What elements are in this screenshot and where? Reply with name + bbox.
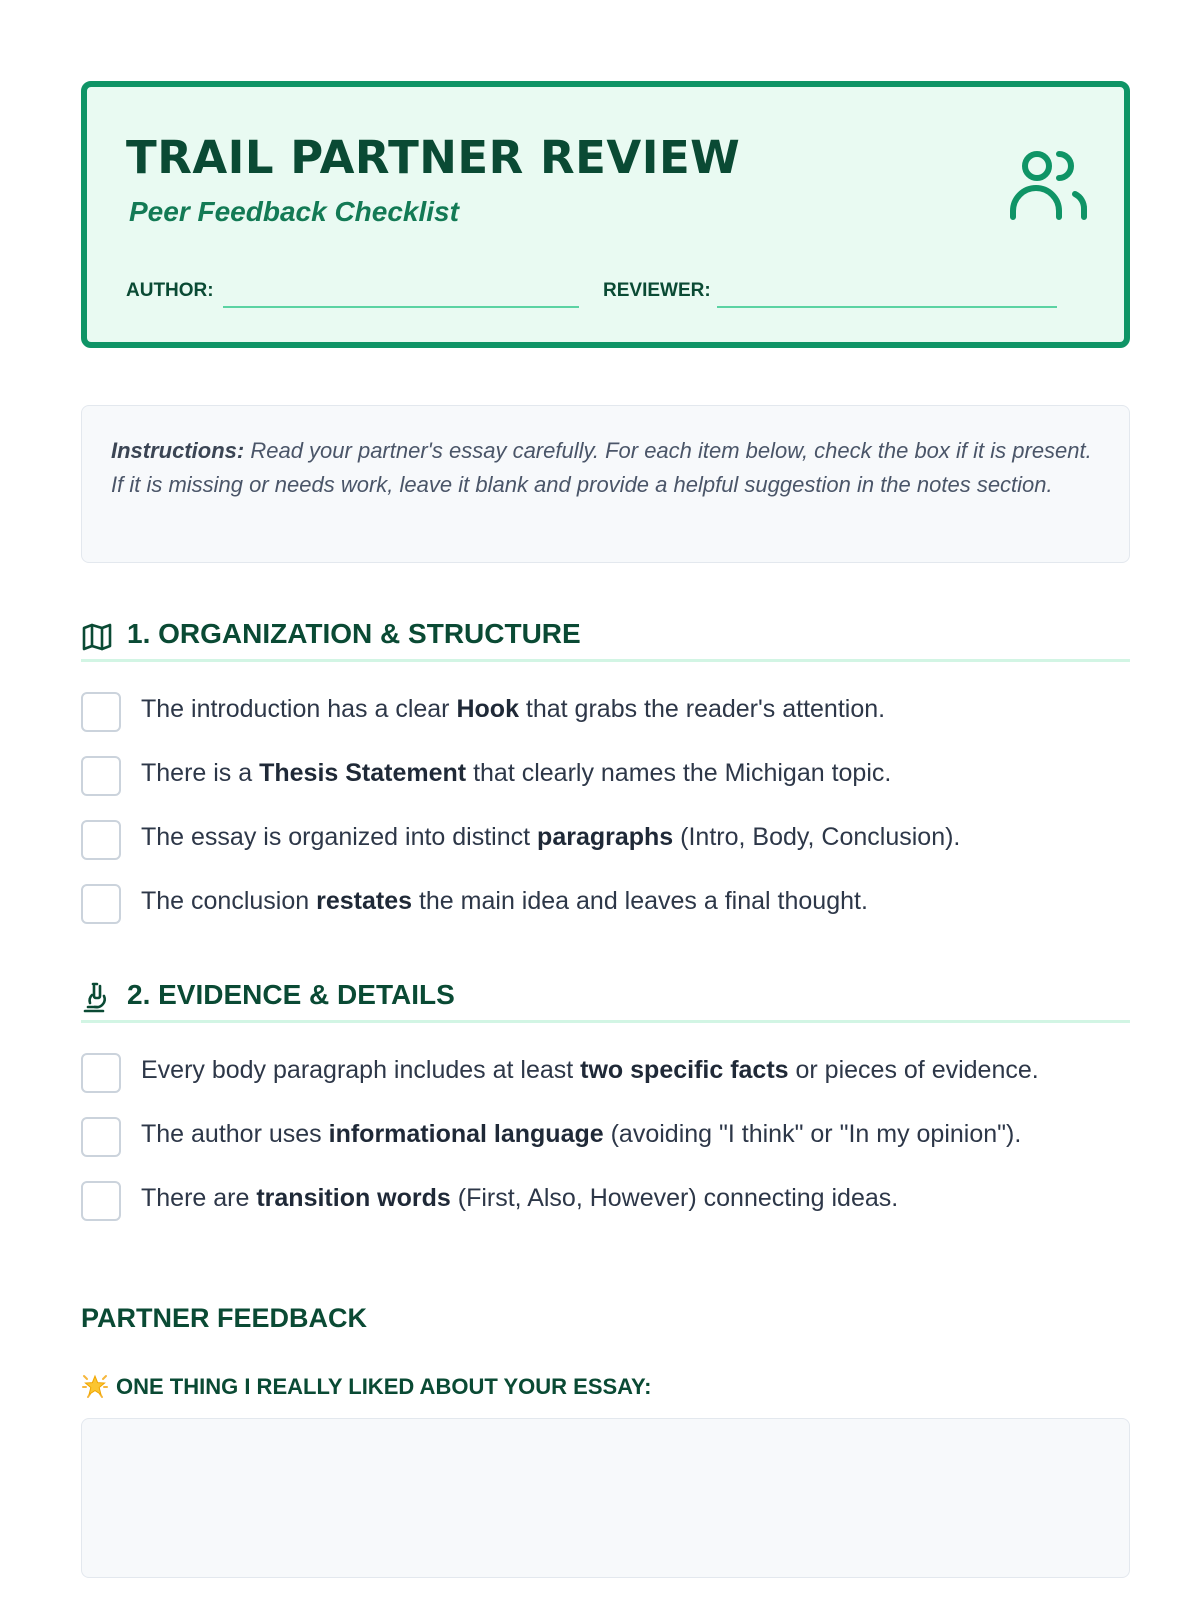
section-header-organization: [81, 612, 1130, 662]
star-icon: [81, 1372, 109, 1400]
checklist-item: [81, 1051, 1130, 1095]
checkbox[interactable]: [81, 692, 121, 732]
page-title: TRAIL PARTNER REVIEW: [126, 131, 741, 184]
instructions-text: Read your partner's essay carefully. For each item below, check the box if it is present. If it is missing or needs work, leave it blank and provide a helpful suggestion in the notes section.: [111, 438, 1092, 497]
header-card: [81, 81, 1130, 348]
author-label: AUTHOR:: [126, 280, 214, 301]
checklist-item: [81, 818, 1130, 862]
checklist-item-text: The essay is organized into distinct paragraphs (Intro, Body, Conclusion).: [141, 823, 961, 851]
users-icon: [1009, 149, 1089, 225]
section-title: 2. EVIDENCE & DETAILS: [127, 979, 455, 1010]
instructions-lead: Instructions:: [111, 438, 245, 463]
checkbox[interactable]: [81, 756, 121, 796]
checklist-item: [81, 690, 1130, 734]
liked-feedback-input[interactable]: [81, 1418, 1130, 1578]
author-field[interactable]: [223, 306, 579, 308]
checkbox[interactable]: [81, 1181, 121, 1221]
section-divider: [81, 1020, 1130, 1023]
section-divider: [81, 659, 1130, 662]
checklist-item: [81, 1115, 1130, 1159]
checkbox[interactable]: [81, 884, 121, 924]
reviewer-label: REVIEWER:: [603, 280, 711, 301]
liked-label-text: ONE THING I REALLY LIKED ABOUT YOUR ESSAY:: [116, 1374, 652, 1399]
feedback-title: PARTNER FEEDBACK: [81, 1303, 368, 1333]
checkbox[interactable]: [81, 1053, 121, 1093]
checklist-item-text: There are transition words (First, Also, However) connecting ideas.: [141, 1184, 899, 1212]
microscope-icon: [81, 982, 113, 1014]
checklist-item-text: There is a Thesis Statement that clearly names the Michigan topic.: [141, 759, 892, 787]
checklist-item: [81, 754, 1130, 798]
checklist-item-text: Every body paragraph includes at least two specific facts or pieces of evidence.: [141, 1056, 1039, 1084]
checklist-item-text: The conclusion restates the main idea and leaves a final thought.: [141, 887, 868, 915]
checklist-item: [81, 1179, 1130, 1223]
section-title: 1. ORGANIZATION & STRUCTURE: [127, 618, 581, 649]
checklist-item-text: The introduction has a clear Hook that grabs the reader's attention.: [141, 695, 886, 723]
map-icon: [81, 621, 113, 653]
checklist-item-text: The author uses informational language (avoiding "I think" or "In my opinion").: [141, 1120, 1022, 1148]
page-subtitle: Peer Feedback Checklist: [129, 196, 459, 227]
instructions-box: [81, 405, 1130, 563]
reviewer-field[interactable]: [717, 306, 1057, 308]
section-header-evidence: [81, 973, 1130, 1023]
checkbox[interactable]: [81, 1117, 121, 1157]
checklist-item: [81, 882, 1130, 926]
checkbox[interactable]: [81, 820, 121, 860]
